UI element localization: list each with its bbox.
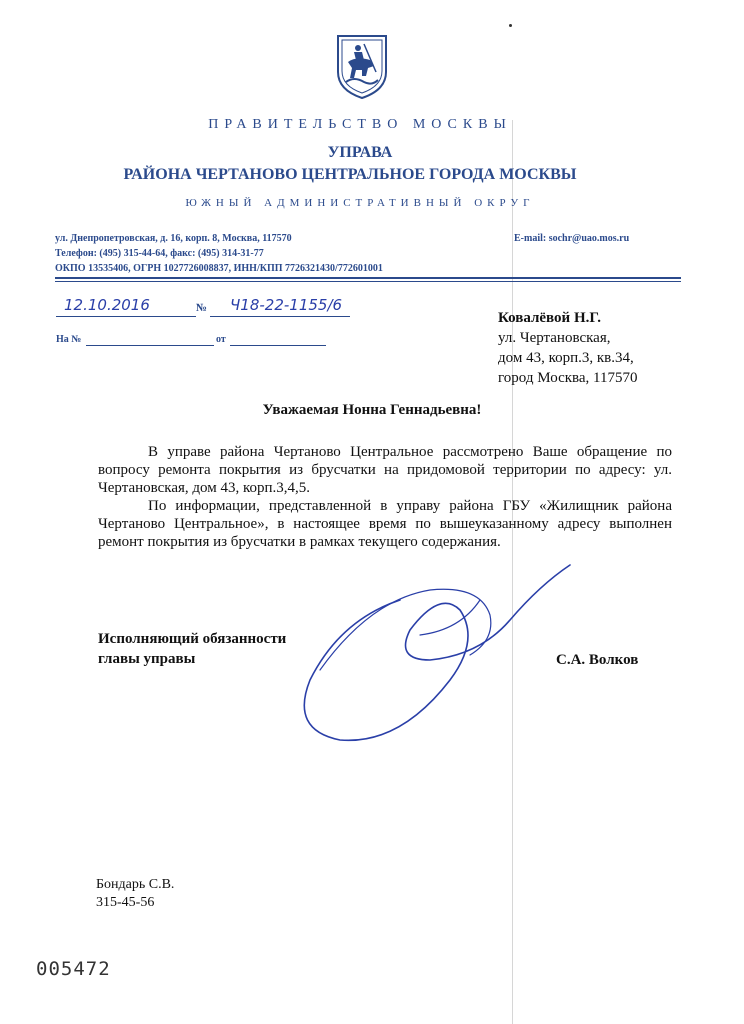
reference-date-label: от	[216, 334, 226, 345]
scan-dot	[509, 24, 512, 27]
document-serial-number: 005472	[36, 958, 111, 980]
reference-number-line	[86, 345, 214, 346]
handwritten-signature	[280, 560, 600, 760]
reference-date-line	[230, 345, 326, 346]
executor-block	[96, 876, 174, 912]
recipient-city: город Москва, 117570	[498, 370, 638, 386]
date-underline	[56, 316, 196, 317]
registration-number: Ч18-22-1155/6	[230, 296, 343, 314]
signatory-name: С.А. Волков	[556, 652, 639, 668]
paragraph-1: В управе района Чертаново Центральное рассмотрено Ваше обращение по вопросу ремонта покрытия из брусчатки на придомовой территории по адресу: ул. Чертановская, дом 43, корп.3,4,5.	[98, 444, 672, 496]
recipient-street: ул. Чертановская,	[498, 330, 611, 346]
uprava-title: УПРАВА	[327, 144, 393, 161]
executor-phone: 315-45-56	[96, 895, 155, 910]
moscow-coat-of-arms-icon	[334, 32, 390, 100]
signatory-title-line1: Исполняющий обязанности	[98, 631, 287, 647]
executor-name: Бондарь С.В.	[96, 877, 175, 892]
registration-date: 12.10.2016	[64, 296, 150, 314]
number-underline	[210, 316, 350, 317]
sender-phone: Телефон: (495) 315-44-64, факс: (495) 314-31-77	[55, 248, 264, 259]
paragraph-2: По информации, представленной в управу района ГБУ «Жилищник района Чертаново Центральное», в настоящее время по вышеуказанному адресу выполнен ремонт покрытия из брусчатки в рамках текущего содержания.	[98, 498, 672, 550]
okrug-title: ЮЖНЫЙ АДМИНИСТРАТИВНЫЙ ОКРУГ	[185, 197, 535, 209]
sender-codes: ОКПО 13535406, ОГРН 1027726008837, ИНН/КПП 7726321430/772601001	[55, 263, 383, 274]
greeting: Уважаемая Нонна Геннадьевна!	[262, 402, 482, 418]
signatory-title	[98, 629, 286, 669]
recipient-block	[498, 308, 638, 388]
recipient-name: Ковалёвой Н.Г.	[498, 310, 601, 326]
letter-body	[98, 443, 672, 551]
number-sign: №	[196, 302, 208, 314]
recipient-house: дом 43, корп.3, кв.34,	[498, 350, 634, 366]
district-title: РАЙОНА ЧЕРТАНОВО ЦЕНТРАЛЬНОЕ ГОРОДА МОСКВЫ	[123, 166, 577, 183]
government-title: ПРАВИТЕЛЬСТВО МОСКВЫ	[208, 117, 512, 132]
signatory-title-line2: главы управы	[98, 651, 196, 667]
sender-address: ул. Днепропетровская, д. 16, корп. 8, Москва, 117570	[55, 233, 292, 244]
header-rule	[55, 277, 681, 279]
reference-number-label: На №	[56, 334, 82, 345]
sender-email: E-mail: sochr@uao.mos.ru	[514, 233, 630, 244]
header-rule-thin	[55, 281, 681, 282]
